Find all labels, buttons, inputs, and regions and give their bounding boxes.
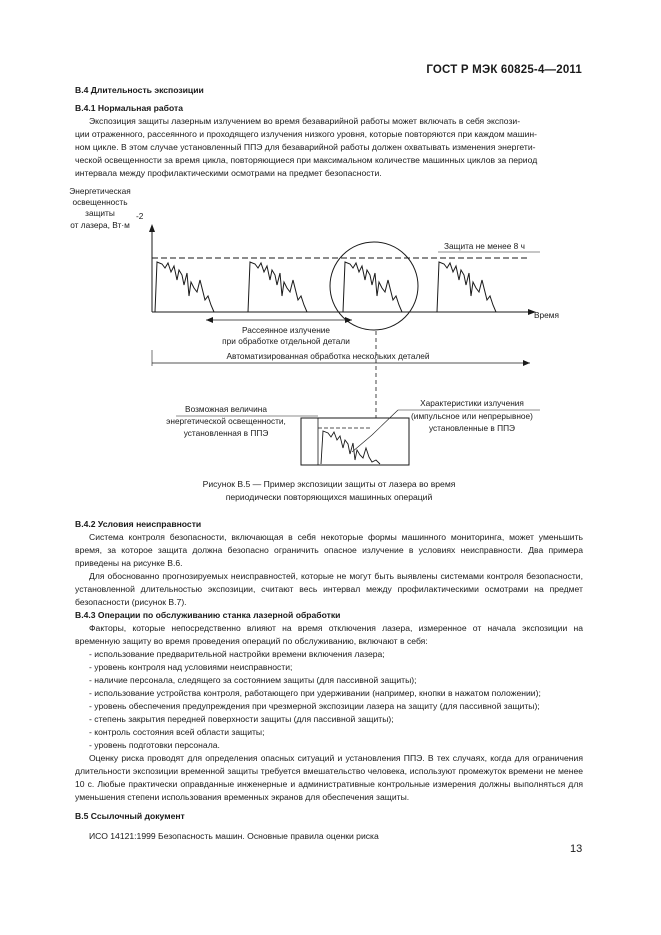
page-number: 13 xyxy=(570,843,583,855)
characteristics-label-2: (импульсное или непрерывное) xyxy=(411,411,533,421)
b43-item-7: - контроль состояния всей области защиты; xyxy=(89,727,265,737)
b43-item-8: - уровень подготовки персонала. xyxy=(89,740,220,750)
b43-item-1: - использование предварительной настройки времени включения лазера; xyxy=(89,649,385,659)
section-b4-title: В.4 Длительность экспозиции xyxy=(75,85,204,95)
b43-item-6: - степень закрытия передней поверхности защиты (для пассивной защиты); xyxy=(89,714,394,724)
highlight-circle xyxy=(330,242,418,330)
possible-label-3: установленная в ППЭ xyxy=(183,428,269,438)
y-label-3: защиты xyxy=(85,208,115,218)
b43-item-5: - уровень обеспечения предупреждения при чрезмерной экспозиции лазера на защиту (для пассивной защиты); xyxy=(89,701,540,711)
y-label-4: от лазера, Вт·м xyxy=(70,220,130,230)
b42-paragraph-2: Для обоснованно прогнозируемых неисправностей, которые не могут быть выявлены системами контроля безопасности, установленной длительностью экспозиции, считают весь интервал между профилактическими осмотрами на предмет безопасности (рисунок В.7). xyxy=(75,571,583,607)
y-label-1: Энергетическая xyxy=(69,186,131,196)
characteristics-label-3: установленные в ППЭ xyxy=(428,423,516,433)
b41-line-2: ции отраженного, рассеянного и проходящего излучения низкого уровня, которые повторяются при каждом машин- xyxy=(75,129,537,139)
b41-line-3: ном цикле. В этом случае установленный ППЭ для безаварийной работы должен охватывать изменения энергети- xyxy=(75,142,536,152)
b42-paragraph-1: Система контроля безопасности, включающая в себя некоторые формы машинного мониторинга, может уменьшить время, за которое защита должна безопасно ограничить опасное излучение в условиях неисправности. Два примера приведены на рисунке В.6. xyxy=(75,532,583,568)
cycle-4 xyxy=(437,262,496,312)
characteristics-pointer xyxy=(372,410,398,435)
y-unit-exponent: -2 xyxy=(136,211,144,221)
exposure-curve xyxy=(155,262,496,312)
auto-arrow xyxy=(523,360,530,366)
caption-line-1: Рисунок В.5 — Пример экспозиции защиты от лазера во время xyxy=(202,479,456,489)
b41-line-4: ческой освещенности за время цикла, повторяющиеся при максимальном количестве машинных циклов за период xyxy=(75,155,538,165)
figure-caption xyxy=(75,478,583,504)
y-label-2: освещенность xyxy=(72,197,128,207)
possible-label-2: энергетической освещенности, xyxy=(166,416,286,426)
section-b41-title: В.4.1 Нормальная работа xyxy=(75,103,184,113)
single-part-arrow-left xyxy=(206,317,213,323)
b5-reference: ИСО 14121:1999 Безопасность машин. Основные правила оценки риска xyxy=(89,831,379,841)
document-code: ГОСТ Р МЭК 60825-4—2011 xyxy=(426,64,582,76)
b43-paragraph-1: Факторы, которые непосредственно влияют на время отключения лазера, измеренное от начала экспозиции на временную защиту во время проведения операций по обслуживанию, включают в себя: xyxy=(75,623,583,646)
scatter-label-1: Рассеянное излучение xyxy=(241,325,331,335)
inset-pointer xyxy=(352,435,372,452)
x-label: Время xyxy=(534,310,559,320)
auto-label: Автоматизированная обработка нескольких деталей xyxy=(226,351,430,361)
section-b42-title: В.4.2 Условия неисправности xyxy=(75,519,202,529)
b41-line-5: интервала между профилактическими осмотрами на предмет безопасности. xyxy=(75,168,382,178)
characteristics-label-1: Характеристики излучения xyxy=(420,398,524,408)
caption-line-2: периодически повторяющихся машинных операций xyxy=(225,492,433,502)
y-axis-arrow xyxy=(149,224,155,232)
cycle-1 xyxy=(155,262,214,312)
b43-paragraph-2: Оценку риска проводят для определения опасных ситуаций и установления ППЭ. В тех случаях, когда для ограничения длительности экспозиции временной защиты требуется вмешательство человека, используют промежуток времени не менее 10 с. Любые практически оправданные инженерные и административные контрольные измерения должны выполняться для уменьшения степени использования временных экранов для обеспечения защиты. xyxy=(75,753,583,802)
b43-item-3: - наличие персонала, следящего за состоянием защиты (для пассивной защиты); xyxy=(89,675,417,685)
section-b43-title: В.4.3 Операции по обслуживанию станка лазерной обработки xyxy=(75,610,341,620)
possible-label-1: Возможная величина xyxy=(185,404,267,414)
scatter-label-2: при обработке отдельной детали xyxy=(222,336,350,346)
threshold-label: Защита не менее 8 ч xyxy=(444,241,525,251)
b43-item-2: - уровень контроля над условиями неисправности; xyxy=(89,662,293,672)
section-b5-title: В.5 Ссылочный документ xyxy=(75,811,185,821)
b41-line-1: Экспозиция защиты лазерным излучением во время безаварийной работы может включать в себя экспози- xyxy=(89,116,521,126)
cycle-3 xyxy=(343,262,402,312)
section-b42 xyxy=(75,518,583,843)
cycle-2 xyxy=(248,262,307,312)
b43-item-4: - использование устройства контроля, работающего при удерживании (например, кнопки в нажатом положении); xyxy=(89,688,541,698)
